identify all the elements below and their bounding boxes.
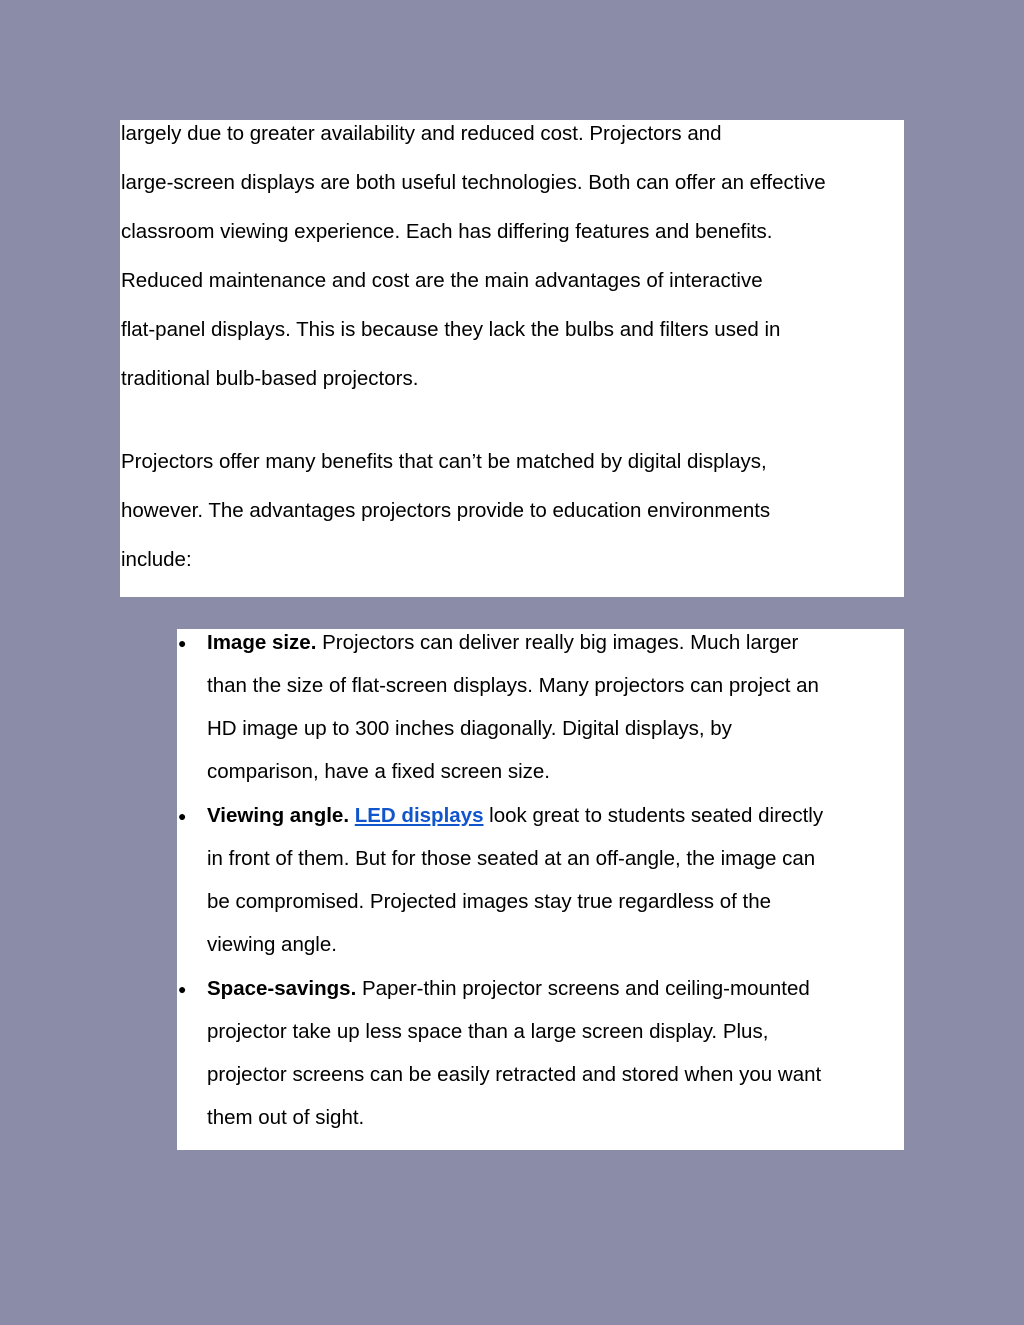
list-item-line: projector screens can be easily retracted and stored when you want [207, 1063, 822, 1086]
paragraph-line: include: [121, 548, 192, 571]
paragraph-line: Reduced maintenance and cost are the main advantages of interactive [121, 269, 763, 292]
list-item-line: them out of sight. [207, 1106, 365, 1129]
list-item-line: viewing angle. [207, 933, 337, 956]
list-item-first-line [207, 631, 798, 655]
list-item-line: in front of them. But for those seated at an off-angle, the image can [207, 847, 816, 870]
list-item-line: projector take up less space than a large screen display. Plus, [207, 1020, 769, 1043]
intro-text-block [120, 120, 904, 597]
bullet-icon: ● [178, 635, 187, 651]
list-item-text: Paper-thin projector screens and ceiling-mounted [356, 977, 810, 1000]
list-item-title: Image size. [207, 631, 317, 654]
list-item-text: Projectors can deliver really big images. Much larger [316, 631, 799, 654]
advantages-list [177, 629, 904, 1150]
bullet-icon: ● [178, 981, 187, 997]
list-item-line: HD image up to 300 inches diagonally. Digital displays, by [207, 717, 732, 740]
list-item-line: be compromised. Projected images stay true regardless of the [207, 890, 772, 913]
list-item-title: Space-savings. [207, 977, 357, 1000]
paragraph-line: however. The advantages projectors provide to education environments [121, 499, 771, 522]
paragraph-line: traditional bulb-based projectors. [121, 367, 419, 390]
paragraph-line: largely due to greater availability and reduced cost. Projectors and [121, 122, 722, 145]
list-item-title: Viewing angle. [207, 804, 350, 827]
list-item-first-line [207, 804, 823, 828]
list-item-first-line [207, 977, 810, 1001]
list-item-line: comparison, have a fixed screen size. [207, 760, 550, 783]
bullet-icon: ● [178, 808, 187, 824]
list-item-text: look great to students seated directly [483, 804, 824, 827]
paragraph-line: large-screen displays are both useful technologies. Both can offer an effective [121, 171, 826, 194]
paragraph-line: flat-panel displays. This is because they lack the bulbs and filters used in [121, 318, 781, 341]
paragraph-line: classroom viewing experience. Each has differing features and benefits. [121, 220, 773, 243]
list-item-line: than the size of flat-screen displays. Many projectors can project an [207, 674, 819, 697]
led-displays-link[interactable]: LED displays [354, 804, 484, 827]
paragraph-line: Projectors offer many benefits that can’t be matched by digital displays, [121, 450, 767, 473]
